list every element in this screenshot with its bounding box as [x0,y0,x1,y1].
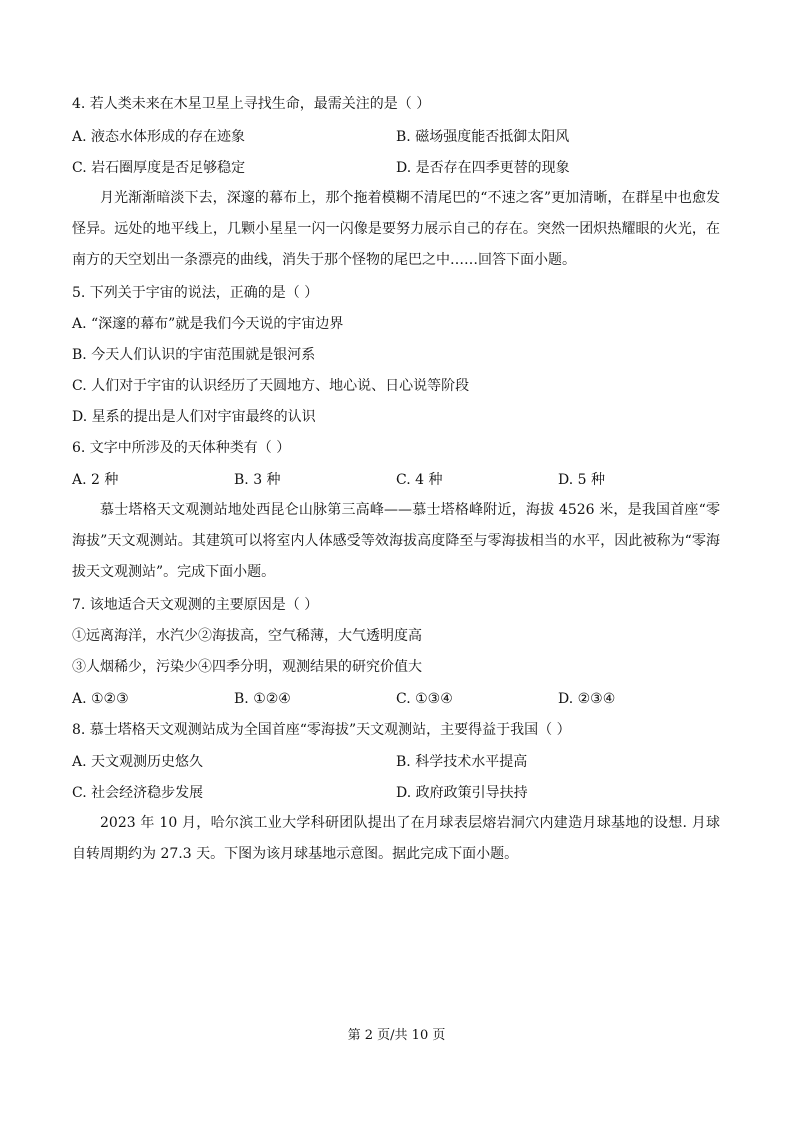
question-7-statement-1: ①远离海洋，水汽少②海拔高，空气稀薄，大气透明度高 [72,628,422,644]
question-8-option-b: B. 科学技术水平提高 [396,754,528,770]
question-5-option-a: A. “深邃的幕布”就是我们今天说的宇宙边界 [72,316,344,332]
question-6-stem: 6. 文字中所涉及的天体种类有（ ） [72,440,291,456]
question-5-option-d: D. 星系的提出是人们对宇宙最终的认识 [72,409,316,425]
question-8-option-c: C. 社会经济稳步发展 [72,785,204,801]
passage-comet: 月光渐渐暗淡下去，深邃的幕布上，那个拖着模糊不清尾巴的“不速之客”更加清晰，在群星中也愈发怪异。远处的地平线上，几颗小星星一闪一闪像是要努力展示自己的存在。突然一团炽热耀眼的火光，在南方的天空划出一条漂亮的曲线，消失于那个怪物的尾巴之中……回答下面小题。 [72,190,720,268]
passage-observatory: 慕士塔格天文观测站地处西昆仑山脉第三高峰——慕士塔格峰附近，海拔 4526 米，是我国首座“零海拔”天文观测站。其建筑可以将室内人体感受等效海拔高度降至与零海拔相当的水平，因此被称为“零海拔天文观测站”。完成下面小题。 [72,502,720,580]
question-5-option-b: B. 今天人们认识的宇宙范围就是银河系 [72,347,316,363]
question-4-option-c: C. 岩石圈厚度是否足够稳定 [72,160,246,176]
question-4-option-b: B. 磁场强度能否抵御太阳风 [396,129,570,145]
question-5-option-c: C. 人们对于宇宙的认识经历了天圆地方、地心说、日心说等阶段 [72,378,470,394]
page-number: 第 2 页/共 10 页 [347,1028,446,1043]
question-7-option-a: A. ①②③ [72,691,129,707]
question-6-option-c: C. 4 种 [396,472,443,488]
question-8-stem: 8. 慕士塔格天文观测站成为全国首座“零海拔”天文观测站，主要得益于我国（ ） [72,722,571,738]
question-4-option-a: A. 液态水体形成的存在迹象 [72,129,246,145]
question-8-option-a: A. 天文观测历史悠久 [72,754,204,770]
question-4-option-d: D. 是否存在四季更替的现象 [396,160,570,176]
question-7-option-b: B. ①②④ [234,691,291,707]
question-7-statement-2: ③人烟稀少，污染少④四季分明，观测结果的研究价值大 [72,659,422,675]
question-6-option-b: B. 3 种 [234,472,281,488]
question-7-option-d: D. ②③④ [558,691,616,707]
passage-lunar-base: 2023 年 10 月，哈尔滨工业大学科研团队提出了在月球表层熔岩洞穴内建造月球基地的设想. 月球自转周期约为 27.3 天。下图为该月球基地示意图。据此完成下面小题。 [72,815,720,862]
question-6-option-a: A. 2 种 [72,472,119,488]
question-4-stem: 4. 若人类未来在木星卫星上寻找生命，最需关注的是（ ） [72,96,431,112]
question-7-stem: 7. 该地适合天文观测的主要原因是（ ） [72,597,319,613]
question-7-option-c: C. ①③④ [396,691,453,707]
question-5-stem: 5. 下列关于宇宙的说法，正确的是（ ） [72,285,319,301]
question-8-option-d: D. 政府政策引导扶持 [396,785,528,801]
question-6-option-d: D. 5 种 [558,472,605,488]
